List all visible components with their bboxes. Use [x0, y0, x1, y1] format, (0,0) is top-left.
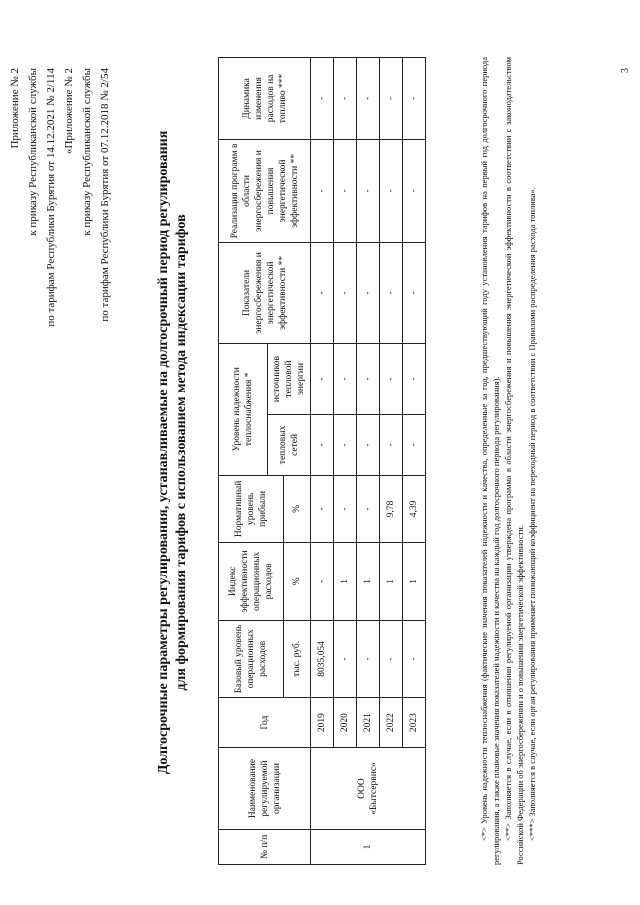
page-title [155, 40, 191, 865]
cell-fuel: - [311, 58, 334, 140]
header-reliability: Уровень надежности теплоснабжения * [219, 343, 268, 475]
header-num: № п/п [219, 829, 311, 864]
cell-networks: - [334, 415, 357, 476]
header-line: к приказу Республиканской службы [27, 68, 39, 236]
footnotes [478, 57, 538, 865]
unit-profit: % [284, 475, 311, 542]
cell-networks: - [380, 415, 403, 476]
header-year: Год [219, 698, 311, 748]
table-row [311, 58, 334, 865]
cell-base: 8035,054 [311, 620, 334, 698]
cell-program: - [311, 139, 334, 242]
cell-year: 2020 [334, 698, 357, 748]
cell-sources: - [403, 343, 426, 414]
table-row [380, 58, 403, 865]
cell-program: - [403, 139, 426, 242]
table-row [403, 58, 426, 865]
cell-sources: - [311, 343, 334, 414]
page-number: 3 [620, 68, 631, 73]
header-program: Реализация программ в области энергосбережения и повышения энергетической эффективности ** [219, 139, 311, 242]
cell-index: 1 [380, 543, 403, 621]
table-row [334, 58, 357, 865]
row-number: 1 [311, 829, 426, 864]
cell-profit: - [357, 475, 380, 542]
cell-energy: - [334, 242, 357, 343]
cell-index: 1 [334, 543, 357, 621]
cell-year: 2021 [357, 698, 380, 748]
cell-program: - [357, 139, 380, 242]
table-row [357, 58, 380, 865]
header-line: по тарифам Республики Бурятия от 14.12.2021 № 2/114 [45, 68, 57, 327]
cell-networks: - [403, 415, 426, 476]
cell-index: - [311, 543, 334, 621]
cell-program: - [380, 139, 403, 242]
header-line: по тарифам Республики Бурятия от 07.12.2018 № 2/54 [99, 68, 111, 322]
cell-energy: - [357, 242, 380, 343]
header-index: Индекс эффективности операционных расходов [219, 543, 284, 621]
cell-fuel: - [403, 58, 426, 140]
cell-sources: - [357, 343, 380, 414]
parameters-table [218, 57, 426, 865]
cell-energy: - [403, 242, 426, 343]
title-line-1: Долгосрочные параметры регулирования, устанавливаемые на долгосрочный период регулирования [156, 130, 171, 775]
header-profit: Нормативный уровень прибыли [219, 475, 284, 542]
unit-base: тыс. руб. [284, 620, 311, 698]
cell-base: - [403, 620, 426, 698]
footnote-3: <***> Заполняется в случае, если орган регулирования применяет понижающий коэффициент на переходный период в соответствии с Правилами распределения расхода топлива». [527, 187, 537, 841]
cell-sources: - [334, 343, 357, 414]
cell-base: - [357, 620, 380, 698]
cell-year: 2023 [403, 698, 426, 748]
footnote-2: <**> Заполняется в случае, если в отношении регулируемой организации утверждена программа в области энергосбережения и повышения энергетической эффективности в соответствии с законодательством Российской Федерации об энергосбережении и о повышении энергетической эффективности. [503, 57, 525, 865]
cell-base: - [334, 620, 357, 698]
cell-profit: 9,78 [380, 475, 403, 542]
header-networks: тепловых сетей [268, 415, 311, 476]
org-name: ООО «Бытсервис» [311, 748, 426, 830]
unit-index: % [284, 543, 311, 621]
cell-networks: - [357, 415, 380, 476]
cell-fuel: - [357, 58, 380, 140]
cell-program: - [334, 139, 357, 242]
cell-fuel: - [334, 58, 357, 140]
header-org: Наименование регулируемой организации [219, 748, 311, 830]
approval-header [6, 68, 114, 327]
cell-index: 1 [357, 543, 380, 621]
header-line: к приказу Республиканской службы [81, 68, 93, 236]
header-line: «Приложение № 2 [63, 68, 75, 155]
cell-base: - [380, 620, 403, 698]
cell-fuel: - [380, 58, 403, 140]
cell-year: 2019 [311, 698, 334, 748]
header-energy: Показатели энергосбережения и энергетической эффективности ** [219, 242, 311, 343]
header-sources: источников тепловой энергии [268, 343, 311, 414]
title-line-2: для формирования тарифов с использованием метода индексации тарифов [174, 214, 189, 691]
cell-profit: - [311, 475, 334, 542]
cell-profit: - [334, 475, 357, 542]
header-line: Приложение № 2 [9, 68, 21, 149]
header-base: Базовый уровень операционных расходов [219, 620, 284, 698]
cell-profit: 4,39 [403, 475, 426, 542]
cell-energy: - [311, 242, 334, 343]
footnote-1: <*> Уровень надежности теплоснабжения (фактические значения показателей надежности и качества, определенные за год, предшествующий году установления тарифов на первый год долгосрочного периода регулирования, а также плановые значения показателей надежности и качества на каждый год долгосрочного периода регулирования). [479, 57, 501, 865]
cell-energy: - [380, 242, 403, 343]
cell-year: 2022 [380, 698, 403, 748]
cell-sources: - [380, 343, 403, 414]
header-fuel: Динамика изменения расходов на топливо *** [219, 58, 311, 140]
cell-networks: - [311, 415, 334, 476]
cell-index: 1 [403, 543, 426, 621]
